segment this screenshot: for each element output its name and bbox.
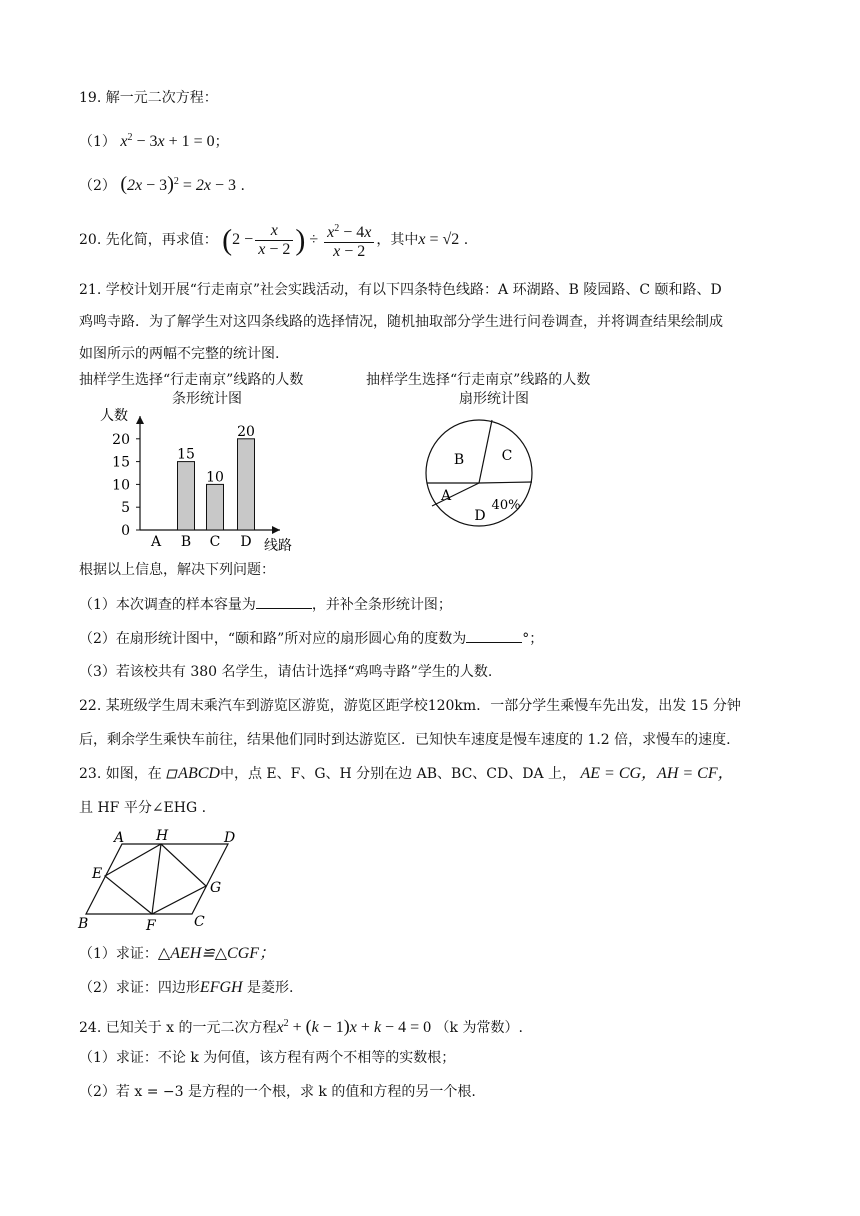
bar-data-label: 15 — [177, 446, 195, 463]
y-tick-label: 5 — [121, 500, 130, 517]
x-axis-arrow — [272, 526, 280, 534]
x-tick-label: C — [209, 534, 221, 550]
pie-chart-subtitle: 扇形统计图 — [459, 391, 529, 407]
q21-line3: 如图所示的两幅不完整的统计图. — [79, 346, 280, 362]
q21-after: 根据以上信息，解决下列问题： — [79, 562, 275, 578]
bar-chart — [90, 404, 320, 554]
q20-expression: (2 − $\frac{x}{x - 2}$ ) ÷ $\frac{x^2 - 4x}{x - 2}$ — [222, 231, 376, 248]
bar — [207, 484, 224, 530]
bar-chart-title: 抽样学生选择“行走南京”线路的人数 — [79, 372, 304, 388]
point-f: F — [146, 918, 156, 934]
q24-sub2: （2）若 x = −3 是方程的一个根，求 k 的值和方程的另一个根. — [79, 1084, 476, 1100]
q19-stem: 19. 解一元二次方程： — [79, 90, 218, 106]
pie-chart — [414, 406, 544, 536]
q24-equation: $x^2 + (k - 1)x + k - 4 = 0$ — [276, 1016, 432, 1036]
point-c: C — [194, 914, 205, 930]
q21-line2: 鸡鸣寺路．为了解学生对这四条线路的选择情况，随机抽取部分学生进行问卷调查，并将调查结果绘制成 — [79, 314, 723, 330]
x-axis-label: 线路 — [264, 538, 292, 554]
pie-label-c: C — [501, 448, 513, 464]
q23-line1: 23. 如图，在 ABCD中，点 E、F、G、H 分别在边 AB、BC、CD、DA 上， AE = CG，AH = CF， — [79, 765, 734, 782]
x-tick-label: B — [180, 534, 192, 550]
point-b: B — [78, 916, 89, 932]
point-g: G — [210, 880, 222, 896]
q22-line1: 22. 某班级学生周末乘汽车到游览区游览，游览区距学校120km．一部分学生乘慢车先出发，出发 15 分钟 — [79, 698, 741, 714]
y-axis-arrow — [136, 416, 144, 424]
x-tick-label: A — [150, 534, 162, 550]
bar — [178, 462, 195, 530]
pie-label-a: A — [440, 488, 452, 504]
point-d: D — [224, 830, 236, 846]
pie-divider-b-c — [479, 420, 492, 483]
pie-annotation-d: 40% — [491, 498, 521, 513]
q19-part1: （1） $x^2 - 3x + 1 = 0$； — [79, 132, 229, 150]
q24-sub1: （1）求证：不论 k 为何值，该方程有两个不相等的实数根； — [79, 1050, 456, 1066]
bar — [238, 439, 255, 530]
q23-line2: 且 HF 平分∠EHG . — [79, 800, 207, 816]
y-tick-label: 10 — [112, 477, 130, 494]
q24-stem: 24. 已知关于 x 的一元二次方程$x^2 + (k - 1)x + k - 4 = 0$ （k 为常数）. — [79, 1016, 523, 1036]
q21-sub2: （2）在扇形统计图中，“颐和路”所对应的扇形圆心角的度数为 °； — [79, 628, 543, 649]
pie-divider-c-d — [479, 482, 532, 483]
q23-sub1: （1）求证：△AEH≌△CGF； — [79, 945, 276, 962]
pie-label-d: D — [474, 508, 486, 524]
q22-line2: 后，剩余学生乘快车前往，结果他们同时到达游览区．已知快车速度是慢车速度的 1.2 倍，求慢车的速度. — [79, 732, 731, 748]
point-h: H — [156, 828, 169, 844]
pie-divider-a-d — [432, 483, 479, 506]
bar-data-label: 20 — [237, 423, 255, 440]
y-tick-label: 15 — [112, 454, 130, 471]
q20: 20. 先化简，再求值： (2 − $\frac{x}{x - 2}$ ) ÷ $\frac{x^2 - 4x}{x - 2}$ ，其中x = √2 . — [79, 222, 469, 260]
quadrilateral-efgh — [105, 844, 206, 914]
segment-hf — [152, 844, 161, 914]
y-tick-label: 0 — [121, 523, 130, 539]
bar-chart-subtitle: 条形统计图 — [172, 391, 242, 407]
answer-blank-1[interactable] — [256, 594, 312, 609]
equation-2: $(2x - 3)^2 = 2x - 3$ — [120, 173, 237, 195]
point-e: E — [92, 866, 103, 882]
bar-data-label: 10 — [206, 469, 224, 486]
answer-blank-2[interactable] — [466, 628, 522, 643]
pie-label-b: B — [453, 452, 465, 468]
y-tick-label: 20 — [112, 431, 130, 448]
q19-part2: （2） $(2x - 3)^2 = 2x - 3$ . — [79, 173, 245, 195]
parallelogram-figure — [76, 826, 236, 936]
pie-chart-title: 抽样学生选择“行走南京”线路的人数 — [366, 372, 591, 388]
y-axis-label: 人数 — [100, 408, 128, 424]
q21-line1: 21. 学校计划开展“行走南京”社会实践活动，有以下四条特色线路：A 环湖路、B 陵园路、C 颐和路、D — [79, 282, 722, 298]
point-a: A — [114, 830, 125, 846]
equation-1: $x^2 - 3x + 1 = 0$ — [120, 132, 215, 150]
q21-sub1: （1）本次调查的样本容量为 ，并补全条形统计图； — [79, 594, 452, 615]
x-tick-label: D — [240, 534, 252, 550]
q21-sub3: （3）若该校共有 380 名学生，请估计选择“鸡鸣寺路”学生的人数. — [79, 664, 493, 680]
parallelogram-icon — [166, 769, 178, 779]
q23-sub2: （2）求证：四边形EFGH 是菱形. — [79, 979, 294, 996]
